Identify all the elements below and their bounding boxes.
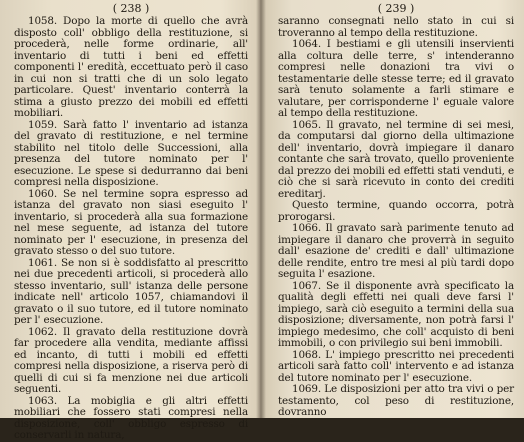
article-1069: 1069. Le disposizioni per atto tra vivi o per testamento, col peso di restituzione, dovranno	[278, 383, 514, 418]
article-1064: 1064. I bestiami e gli utensili inservienti alla coltura delle terre, s' intenderanno compresi nelle donazioni tra vivi o testamentarie delle stesse terre; ed il gravato sarà tenuto solamente a farli stimare e valutare, per corrisponderne l' eguale valore al tempo della restituzione.	[278, 38, 514, 119]
article-1063-continued: saranno consegnati nello stato in cui si troveranno al tempo della restituzione.	[278, 15, 514, 39]
page-number: ( 239 )	[377, 2, 415, 15]
article-1062: 1062. Il gravato della restituzione dovrà far procedere alla vendita, mediante affissi ed incanto, di tutti i mobili ed effetti compresi nella disposizione, a riserva però di quelli di cui si fa menzione nei due articoli seguenti.	[14, 325, 248, 395]
article-1065: 1065. Il gravato, nel termine di sei mesi, da computarsi dal giorno della ultimazione dell' inventario, dovrà impiegare il danaro contante che sarà trovato, quello proveniente dal prezzo dei mobili ed effetti stati venduti, e ciò che si sarà ricevuto in conto dei crediti ereditarj.	[278, 118, 514, 200]
article-1068: 1068. L' impiego prescritto nei precedenti articoli sarà fatto coll' intervento e ad istanza del tutore nominato per l' esecuzione.	[278, 348, 514, 384]
left-page	[0, 0, 260, 441]
article-1065-proroga: Questo termine, quando occorra, potrà prorogarsi.	[278, 199, 514, 223]
article-1059: 1059. Sarà fatto l' inventario ad istanza del gravato di restituzione, e nel termine stabilito nel titolo delle Successioni, alla presenza del tutore nominato per l' esecuzione. Le spese si dedurranno dai beni compresi nella disposizione.	[14, 118, 248, 188]
article-1063: 1063. La mobiglia e gli altri effetti mobiliari che fossero stati compresi nella disposizione, coll' obbligo espresso di conservarli in natura,	[14, 394, 248, 441]
article-1061: 1061. Se non si è soddisfatto al prescritto nei due precedenti articoli, si procederà allo stesso inventario, sull' istanza delle persone indicate nell' articolo 1057, chiamandovi il gravato o il suo tutore, ed il tutore nominato per l' esecuzione.	[14, 256, 248, 326]
article-1058: 1058. Dopo la morte di quello che avrà disposto coll' obbligo della restituzione, si procederà, nelle forme ordinarie, all' inventario di tutti i beni ed effetti componenti l' eredità, eccettuato però il caso in cui non si tratti che di un solo legato particolare. Quest' inventario conterrà la stima a giusto prezzo dei mobili ed effetti mobiliari.	[14, 15, 248, 119]
article-1067: 1067. Se il disponente avrà specificato la qualità degli effetti nei quali deve farsi l' impiego, sarà ciò eseguito a termini della sua disposizione; diversamente, non potrà farsi l' impiego medesimo, che coll' acquisto di beni immobili, o con privilegio sui beni immobili.	[278, 279, 514, 349]
article-1066: 1066. Il gravato sarà parimente tenuto ad impiegare il danaro che proverrà in seguito dall' esazione de' crediti e dall' ultimazione delle rendite, entro tre mesi al più tardi dopo seguita l' esazione.	[278, 222, 514, 280]
article-1060: 1060. Se nel termine sopra espresso ad istanza del gravato non siasi eseguito l' inventario, si procederà alla sua formazione nel mese seguente, ad istanza del tutore nominato per l' esecuzione, in presenza del gravato stesso o del suo tutore.	[14, 187, 248, 257]
right-page	[260, 0, 524, 418]
page-number: ( 238 )	[112, 2, 150, 15]
